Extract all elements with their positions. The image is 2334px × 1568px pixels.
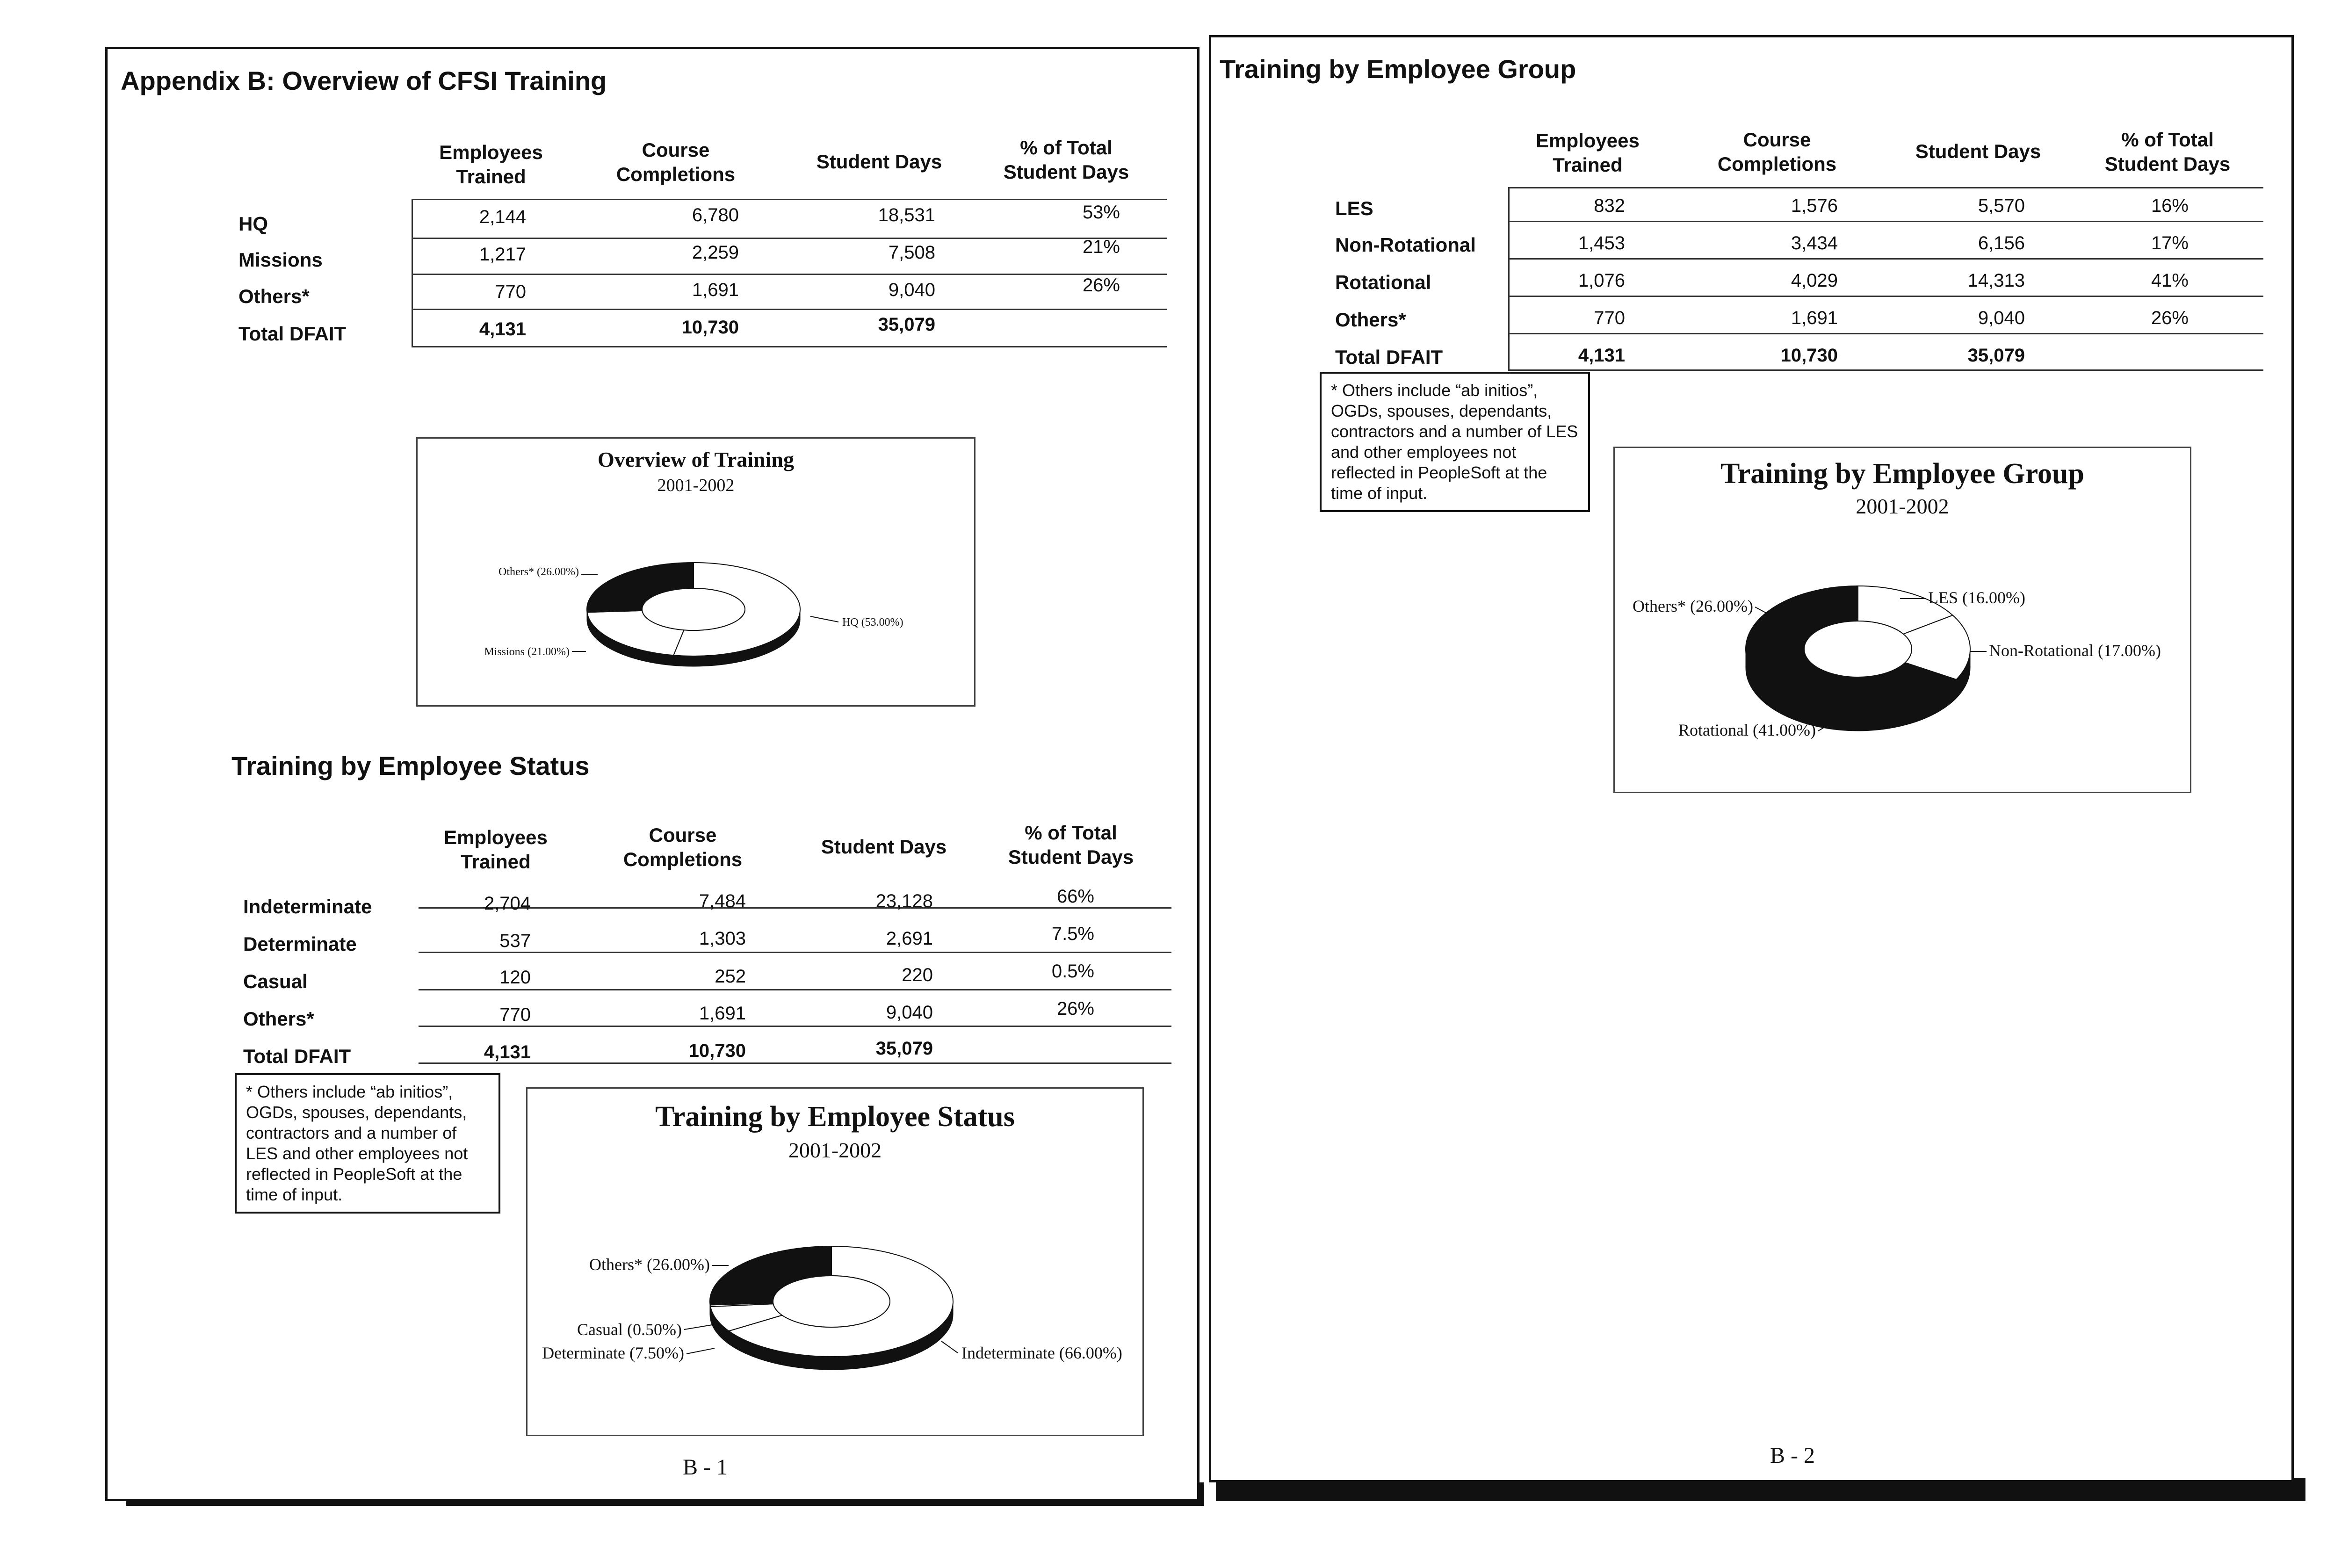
leader-line [810,616,838,622]
col-header: Course Completions [623,824,743,870]
col-header: % of Total Student Days [2104,129,2231,175]
row-label: Missions [238,249,323,271]
table-cell: 1,691 [1791,308,1838,328]
row-label: Casual [243,970,308,992]
col-header: Course Completions [1717,129,1837,175]
table-cell: 6,156 [1978,233,2025,253]
table-cell: 120 [499,967,531,988]
table-cell: 3,434 [1791,233,1838,253]
table-rule [1508,221,2263,222]
footnote-box: * Others include “ab initios”, OGDs, spouses, dependants, contractors and a number of LES and other employees not reflected in PeopleSoft at the time of input. [235,1073,500,1214]
table-cell: 5,570 [1978,195,2025,216]
table-cell: 35,079 [875,1038,933,1059]
slice-label: Indeterminate (66.00%) [961,1344,1122,1362]
table-cell: 26% [2151,308,2189,328]
table-cell: 6,780 [692,205,739,225]
table-cell: 2,144 [479,207,526,227]
group-donut [1615,448,2190,792]
table-cell: 1,076 [1578,270,1625,291]
table-cell: 23,128 [875,891,933,911]
donut-hole [1804,621,1912,677]
table-cell: 4,029 [1791,270,1838,291]
table-cell: 1,691 [699,1003,746,1024]
chart-subtitle: 2001-2002 [657,476,735,495]
row-label: Total DFAIT [238,323,347,345]
table-cell: 220 [902,965,933,985]
table-cell: 1,576 [1791,195,1838,216]
col-header: % of Total Student Days [1003,137,1129,183]
col-header: Employees Trained [1536,130,1640,176]
donut-hole [642,588,745,630]
table-cell: 10,730 [681,317,739,338]
table-cell: 4,131 [479,319,526,340]
table-rule [1508,369,2263,371]
slice-label: Others* (26.00%) [589,1255,710,1274]
donut-hole [773,1276,890,1327]
col-header: Employees Trained [444,826,548,873]
row-label: Total DFAIT [243,1045,351,1067]
row-label: Total DFAIT [1335,346,1443,368]
table-cell: 35,079 [1967,345,2025,366]
table-cell: 4,131 [1578,345,1625,366]
table-cell: 66% [1056,886,1094,907]
row-label: LES [1335,197,1373,219]
table-rule [419,1026,1171,1027]
row-label: Others* [238,285,310,307]
row-label: Determinate [243,933,357,955]
table-cell: 2,691 [886,928,933,949]
table-cell: 10,730 [688,1041,746,1061]
table-cell: 9,040 [1978,308,2025,328]
table-rule [1508,333,2263,334]
row-label: Indeterminate [243,896,372,918]
chart-subtitle: 2001-2002 [788,1138,882,1162]
table-cell: 252 [715,966,746,987]
slice-label: Others* (26.00%) [1633,597,1753,615]
table-cell: 53% [1082,202,1120,223]
row-label: Non-Rotational [1335,234,1476,256]
table-cell: 2,704 [484,893,531,914]
table-cell: 1,453 [1578,233,1625,253]
page-number: B - 1 [683,1455,728,1480]
page-title: Training by Employee Group [1220,54,1576,84]
group-chart [1613,447,2191,793]
table-cell: 16% [2151,195,2189,216]
col-header: Student Days [816,151,942,173]
row-label: Others* [243,1008,314,1030]
slice-label: Casual (0.50%) [577,1320,682,1339]
slice-label: Non-Rotational (17.00%) [1989,641,2161,660]
chart-title: Training by Employee Status [655,1101,1015,1133]
section-heading: Training by Employee Status [231,751,590,780]
table-cell: 7.5% [1051,924,1094,944]
table-cell: 770 [495,282,526,302]
table-cell: 10,730 [1780,345,1838,366]
table-cell: 9,040 [886,1002,933,1023]
table-cell: 537 [499,931,531,951]
table-rule [1508,296,2263,297]
table-rule [419,907,1171,909]
table-cell: 770 [1594,308,1625,328]
table-rule [412,309,1167,310]
col-header: Student Days [821,836,947,858]
table-cell: 2,259 [692,242,739,263]
col-header: Employees Trained [439,141,543,188]
col-header: % of Total Student Days [1008,822,1134,868]
table-cell: 0.5% [1051,961,1094,982]
leader-line [686,1348,715,1354]
status-chart [526,1087,1144,1436]
table-cell: 14,313 [1967,270,2025,291]
table-rule [412,199,1167,200]
chart-title: Overview of Training [598,448,794,471]
table-cell: 18,531 [878,205,935,225]
footnote-box: * Others include “ab initios”, OGDs, spouses, dependants, contractors and a number of LES and other employees not reflected in PeopleSoft at the time of input. [1320,372,1590,512]
overview-donut [418,439,974,705]
leader-line [941,1341,958,1353]
status-donut [527,1089,1142,1435]
leader-line [1755,607,1768,614]
row-label: Rotational [1335,271,1431,293]
table-rule [419,989,1171,990]
table-rule [1508,258,2263,260]
table-cell: 7,484 [699,891,746,911]
table-rule [419,952,1171,953]
page-title: Appendix B: Overview of CFSI Training [121,66,607,95]
table-cell: 35,079 [878,314,935,335]
table-rule [1508,187,2263,188]
chart-subtitle: 2001-2002 [1856,494,1949,518]
slice-label: Determinate (7.50%) [542,1344,684,1362]
table-cell: 832 [1594,195,1625,216]
table-cell: 1,691 [692,280,739,300]
chart-title: Training by Employee Group [1720,458,2084,490]
table-cell: 21% [1082,237,1120,257]
table-cell: 41% [2151,270,2189,291]
table-cell: 9,040 [888,280,935,300]
table-cell: 1,303 [699,928,746,949]
leader-line [684,1325,712,1330]
table-cell: 7,508 [888,242,935,263]
table-cell: 26% [1082,275,1120,296]
col-header: Student Days [1915,140,2041,162]
slice-label: LES (16.00%) [1928,588,2025,607]
table-cell: 17% [2151,233,2189,253]
table-cell: 4,131 [484,1042,531,1062]
table-cell: 1,217 [479,244,526,265]
table-rule [412,346,1167,347]
page-number: B - 2 [1770,1443,1815,1468]
slice-label: Rotational (41.00%) [1678,721,1816,739]
row-label: HQ [238,213,268,235]
slice-label: Others* (26.00%) [499,566,579,578]
table-rule [419,1062,1171,1064]
overview-chart [416,437,976,707]
row-label: Others* [1335,309,1406,331]
col-header: Course Completions [616,139,736,185]
slice-label: HQ (53.00%) [842,616,903,629]
slice-label: Missions (21.00%) [484,646,570,658]
table-cell: 770 [499,1004,531,1025]
table-cell: 26% [1056,998,1094,1019]
